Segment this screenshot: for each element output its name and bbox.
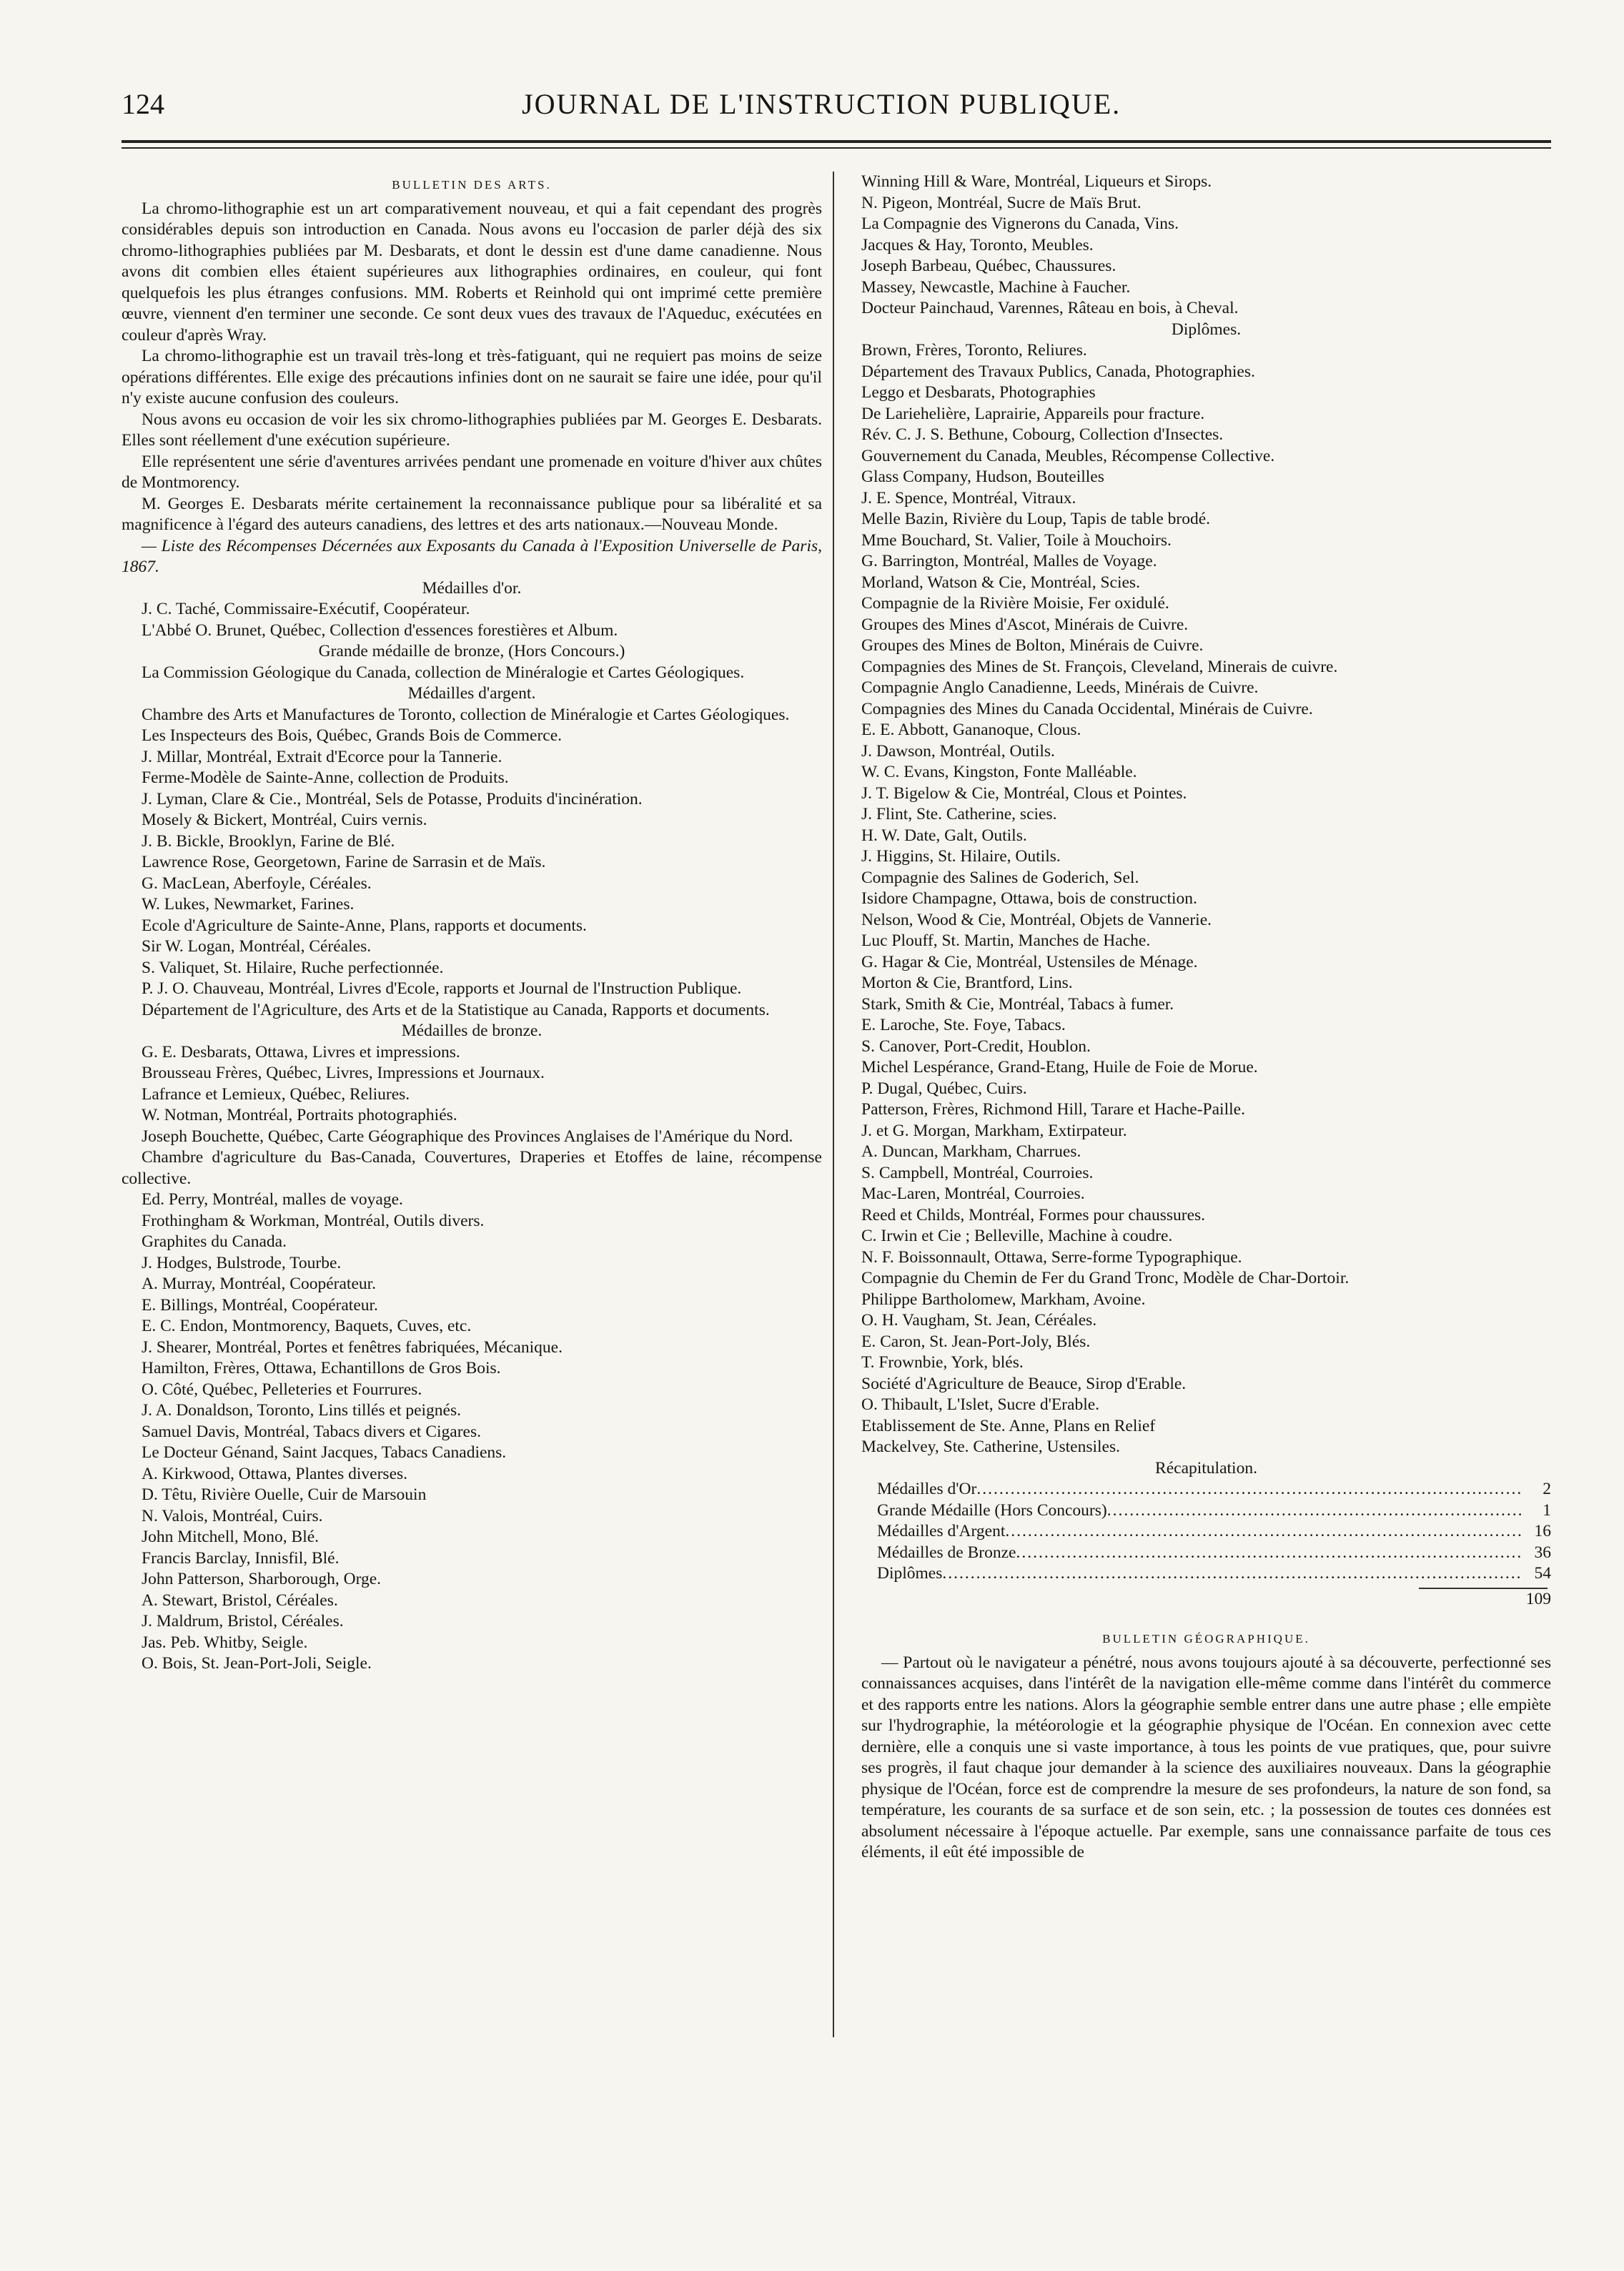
arts-section-title: BULLETIN DES ARTS. (392, 178, 552, 192)
arts-paragraph: M. Georges E. Desbarats mérite certainement la reconnaissance publique pour sa libéralité et sa magnificence à l'égard des auteurs canadiens, des lettres et des arts nationaux.—Nouveau Monde. (122, 494, 822, 534)
award-entry: Le Docteur Génand, Saint Jacques, Tabacs Canadiens. (142, 1443, 507, 1462)
diploma-entry: Compagnie de la Rivière Moisie, Fer oxidulé. (861, 594, 1169, 613)
recap-leader-dots (942, 1563, 1522, 1585)
diploma-entry: Isidore Champagne, Ottawa, bois de construction. (861, 889, 1197, 908)
bronze-continued-list (861, 172, 1551, 320)
bronze-heading: Médailles de bronze. (401, 1021, 543, 1040)
recap-value: 1 (1543, 1500, 1551, 1520)
diploma-entry: Michel Lespérance, Grand-Etang, Huile de Foie de Morue. (861, 1058, 1258, 1077)
recap-value: 2 (1543, 1480, 1551, 1498)
diploma-entry: C. Irwin et Cie ; Belleville, Machine à coudre. (861, 1227, 1173, 1245)
diploma-entry: Compagnies des Mines du Canada Occidental, Minérais de Cuivre. (861, 699, 1313, 718)
diploma-entry: Compagnies des Mines de St. François, Cleveland, Minerais de cuivre. (861, 657, 1338, 676)
diploma-entry: G. Hagar & Cie, Montréal, Ustensiles de Ménage. (861, 952, 1198, 971)
award-entry: Jacques & Hay, Toronto, Meubles. (861, 235, 1094, 254)
recap-row (861, 1543, 1551, 1564)
diploma-entry: O. H. Vaugham, St. Jean, Céréales. (861, 1311, 1097, 1330)
diploma-entry: Mac-Laren, Montréal, Courroies. (861, 1184, 1085, 1203)
award-entry: Joseph Barbeau, Québec, Chaussures. (861, 257, 1116, 275)
award-entry: J. Hodges, Bulstrode, Tourbe. (142, 1253, 342, 1272)
award-entry: J. Lyman, Clare & Cie., Montréal, Sels de Potasse, Produits d'incinération. (142, 789, 643, 808)
recap-value: 54 (1534, 1564, 1551, 1583)
award-entry: John Patterson, Sharborough, Orge. (142, 1570, 382, 1588)
award-entry: L'Abbé O. Brunet, Québec, Collection d'essences forestières et Album. (142, 620, 618, 640)
award-entry: La Commission Géologique du Canada, collection de Minéralogie et Cartes Géologiques. (142, 663, 745, 682)
journal-title: JOURNAL DE L'INSTRUCTION PUBLIQUE. (522, 88, 1122, 120)
award-entry: A. Murray, Montréal, Coopérateur. (142, 1275, 377, 1293)
diploma-entry: Morton & Cie, Brantford, Lins. (861, 974, 1073, 992)
diploma-entry: Compagnie Anglo Canadienne, Leeds, Minérais de Cuivre. (861, 678, 1259, 697)
diploma-entry: J. E. Spence, Montréal, Vitraux. (861, 488, 1076, 508)
award-entry: G. MacLean, Aberfoyle, Céréales. (142, 874, 372, 893)
award-entry: N. Valois, Montréal, Cuirs. (142, 1506, 323, 1525)
arts-paragraph: La chromo-lithographie est un travail très-long et très-fatiguant, qui ne requiert pas moins de seize opérations différentes. Elle exige des précautions infinies dont on ne saurait se faire une idée, pour qu'il n'y existe aucune confusion des couleurs. (122, 347, 822, 407)
award-entry: D. Têtu, Rivière Ouelle, Cuir de Marsouin (142, 1485, 427, 1504)
recap-label: Médailles d'Or (877, 1480, 977, 1498)
diploma-entry: J. et G. Morgan, Markham, Extirpateur. (861, 1121, 1127, 1140)
award-entry: G. E. Desbarats, Ottawa, Livres et impressions. (142, 1042, 460, 1062)
diploma-entry: Compagnie des Salines de Goderich, Sel. (861, 868, 1139, 887)
recap-label: Médailles de Bronze (877, 1543, 1016, 1562)
diploma-entry: P. Dugal, Québec, Cuirs. (861, 1079, 1027, 1098)
diploma-entry: S. Campbell, Montréal, Courroies. (861, 1163, 1094, 1182)
diploma-entry: J. Flint, Ste. Catherine, scies. (861, 805, 1057, 823)
diploma-entry: Philippe Bartholomew, Markham, Avoine. (861, 1290, 1146, 1309)
diploma-entry: Rév. C. J. S. Bethune, Cobourg, Collection d'Insectes. (861, 425, 1224, 444)
diploma-entry: Société d'Agriculture de Beauce, Sirop d'Erable. (861, 1374, 1187, 1393)
diploma-entry: Etablissement de Ste. Anne, Plans en Relief (861, 1416, 1156, 1435)
award-entry: A. Kirkwood, Ottawa, Plantes diverses. (142, 1464, 408, 1483)
recap-label: Médailles d'Argent (877, 1522, 1006, 1540)
recap-label: Grande Médaille (Hors Concours) (877, 1500, 1107, 1520)
recap-row (861, 1500, 1551, 1522)
diplomes-list (861, 340, 1551, 1458)
recap-leader-dots (1016, 1543, 1522, 1564)
award-entry: Massey, Newcastle, Machine à Faucher. (861, 277, 1131, 297)
diploma-entry: J. T. Bigelow & Cie, Montréal, Clous et Pointes. (861, 783, 1187, 803)
award-entry: Sir W. Logan, Montréal, Céréales. (142, 937, 372, 956)
diploma-entry: Nelson, Wood & Cie, Montréal, Objets de Vannerie. (861, 910, 1212, 929)
award-entry: J. C. Taché, Commissaire-Exécutif, Coopérateur. (142, 600, 470, 618)
diploma-entry: Melle Bazin, Rivière du Loup, Tapis de table brodé. (861, 510, 1211, 528)
award-entry: Samuel Davis, Montréal, Tabacs divers et Cigares. (142, 1422, 481, 1441)
recap-value: 16 (1534, 1522, 1551, 1540)
award-entry: E. Billings, Montréal, Coopérateur. (142, 1295, 378, 1315)
diploma-entry: J. Dawson, Montréal, Outils. (861, 741, 1055, 761)
award-entry: Mosely & Bickert, Montréal, Cuirs vernis. (142, 811, 427, 829)
diploma-entry: W. C. Evans, Kingston, Fonte Malléable. (861, 763, 1137, 781)
diploma-entry: G. Barrington, Montréal, Malles de Voyage. (861, 552, 1157, 570)
award-entry: J. Millar, Montréal, Extrait d'Ecorce pour la Tannerie. (142, 747, 502, 766)
award-entry: J. Shearer, Montréal, Portes et fenêtres fabriquées, Mécanique. (142, 1337, 563, 1357)
award-entry: E. C. Endon, Montmorency, Baquets, Cuves, etc. (142, 1317, 472, 1335)
header-rule-thin (122, 147, 1551, 149)
recap-list (861, 1479, 1551, 1585)
recap-leader-dots (1005, 1521, 1522, 1543)
right-column (861, 172, 1551, 1864)
diploma-entry: E. Caron, St. Jean-Port-Joly, Blés. (861, 1332, 1091, 1351)
award-entry: Francis Barclay, Innisfil, Blé. (142, 1548, 340, 1568)
diploma-entry: T. Frownbie, York, blés. (861, 1353, 1024, 1372)
column-divider (833, 172, 834, 2037)
recap-row (861, 1479, 1551, 1500)
award-entry: Ecole d'Agriculture de Sainte-Anne, Plans, rapports et documents. (142, 916, 587, 935)
award-entry: Chambre des Arts et Manufactures de Toronto, collection de Minéralogie et Cartes Géologiques. (142, 705, 790, 724)
diploma-entry: Mme Bouchard, St. Valier, Toile à Mouchoirs. (861, 530, 1172, 550)
award-entry: Ed. Perry, Montréal, malles de voyage. (142, 1190, 403, 1209)
award-entry: W. Lukes, Newmarket, Farines. (142, 895, 355, 914)
page-number: 124 (122, 88, 164, 120)
diploma-entry: Compagnie du Chemin de Fer du Grand Tronc, Modèle de Char-Dortoir. (861, 1269, 1350, 1287)
diploma-entry: H. W. Date, Galt, Outils. (861, 826, 1027, 845)
awards-list-title: — Liste des Récompenses Décernées aux Exposants du Canada à l'Exposition Universelle de Paris, 1867. (122, 536, 822, 576)
arts-paragraphs (122, 199, 822, 536)
diploma-entry: Groupes des Mines de Bolton, Minérais de Cuivre. (861, 636, 1204, 655)
diploma-entry: De Lariehelière, Laprairie, Appareils pour fracture. (861, 404, 1205, 423)
gold-list (122, 599, 822, 641)
award-entry: Jas. Peb. Whitby, Seigle. (142, 1633, 308, 1652)
recap-total: 109 (1525, 1589, 1551, 1608)
award-entry: S. Valiquet, St. Hilaire, Ruche perfectionnée. (142, 958, 444, 977)
recap-value: 36 (1534, 1543, 1551, 1562)
diploma-entry: S. Canover, Port-Credit, Houblon. (861, 1036, 1091, 1056)
award-entry: J. Maldrum, Bristol, Céréales. (142, 1612, 344, 1631)
award-entry: P. J. O. Chauveau, Montréal, Livres d'Ecole, rapports et Journal de l'Instruction Publique. (142, 979, 742, 998)
diploma-entry: O. Thibault, L'Islet, Sucre d'Erable. (861, 1395, 1100, 1414)
award-entry: N. Pigeon, Montréal, Sucre de Maïs Brut. (861, 193, 1142, 212)
award-entry: Lafrance et Lemieux, Québec, Reliures. (142, 1084, 410, 1104)
diploma-entry: E. Laroche, Ste. Foye, Tabacs. (861, 1016, 1066, 1034)
diploma-entry: Glass Company, Hudson, Bouteilles (861, 467, 1104, 486)
header-rule-thick (122, 140, 1551, 143)
diplomes-heading: Diplômes. (1171, 320, 1242, 339)
left-column (122, 172, 822, 1675)
award-entry: J. B. Bickle, Brooklyn, Farine de Blé. (142, 831, 395, 851)
diploma-entry: Morland, Watson & Cie, Montréal, Scies. (861, 573, 1140, 592)
award-entry: Lawrence Rose, Georgetown, Farine de Sarrasin et de Maïs. (142, 853, 546, 871)
recap-leader-dots (976, 1479, 1522, 1500)
award-entry: O. Bois, St. Jean-Port-Joli, Seigle. (142, 1654, 372, 1673)
page-header (122, 87, 1551, 130)
award-entry: Graphites du Canada. (142, 1232, 287, 1251)
silver-list (122, 705, 822, 1021)
diploma-entry: Reed et Childs, Montréal, Formes pour chaussures. (861, 1205, 1206, 1224)
award-entry: La Compagnie des Vignerons du Canada, Vins. (861, 214, 1179, 233)
recap-heading: Récapitulation. (1155, 1458, 1257, 1478)
award-entry: J. A. Donaldson, Toronto, Lins tillés et peignés. (142, 1401, 462, 1420)
geo-paragraph: — Partout où le navigateur a pénétré, nous avons toujours ajouté à sa découverte, perfectionné ses connaissances acquises, dans l'intérêt de la navigation elle-même comme dans l'intérêt du commerce et des rapports entre les nations. Alors la géographie semble entrer dans une autre phase ; elle empiète sur l'hydrographie, la météorologie et la géographie physique de l'Océan. En connexion avec cette dernière, elle a conquis une si vaste importance, à tous les points de vue pratiques, que, pour suivre ses progrès, il faut chaque jour demander à la science des auxiliaires nouveaux. Dans la géographie physique de l'Océan, force est de comprendre la mesure de ses profondeurs, la nature de son fond, sa température, les courants de sa surface et de son sein, etc. ; la possession de toutes ces données est absolument nécessaire à l'époque actuelle. Par exemple, sans une connaissance parfaite de tous ces éléments, il eût été impossible de (861, 1653, 1551, 1861)
award-entry: Docteur Painchaud, Varennes, Râteau en bois, à Cheval. (861, 299, 1239, 317)
award-entry: Département de l'Agriculture, des Arts et de la Statistique au Canada, Rapports et documents. (142, 1000, 770, 1019)
grand-list (122, 663, 822, 684)
silver-heading: Médailles d'argent. (407, 684, 536, 703)
diploma-entry: Patterson, Frères, Richmond Hill, Tarare et Hache-Paille. (861, 1100, 1245, 1119)
award-entry: W. Notman, Montréal, Portraits photographiés. (142, 1106, 457, 1124)
diploma-entry: Groupes des Mines d'Ascot, Minérais de Cuivre. (861, 615, 1189, 634)
award-entry: Chambre d'agriculture du Bas-Canada, Couvertures, Draperies et Etoffes de laine, récompense collective. (122, 1148, 822, 1188)
award-entry: Frothingham & Workman, Montréal, Outils divers. (142, 1211, 485, 1230)
diploma-entry: E. E. Abbott, Gananoque, Clous. (861, 721, 1081, 739)
award-entry: Brousseau Frères, Québec, Livres, Impressions et Journaux. (142, 1064, 545, 1082)
diploma-entry: A. Duncan, Markham, Charrues. (861, 1142, 1081, 1161)
arts-paragraph: La chromo-lithographie est un art comparativement nouveau, et qui a fait cependant des progrès considérables depuis son introduction en Canada. Nous avons eu l'occasion de parler déjà des six chromo-lithographies publiées par M. Desbarats, et dont le dessin est d'une dame canadienne. Nous avons dit combien elles étaient supérieures aux lithographies ordinaires, en couleur, qui font quelquefois les plus étranges confusions. MM. Roberts et Reinhold qui ont imprimé cette première œuvre, viennent d'en terminer une seconde. Ce sont deux vues des travaux de l'Aqueduc, exécutées en couleur d'après Wray. (122, 199, 822, 345)
gold-heading: Médailles d'or. (422, 578, 522, 598)
award-entry: Joseph Bouchette, Québec, Carte Géographique des Provinces Anglaises de l'Amérique du Nord. (142, 1127, 793, 1146)
grand-bronze-heading: Grande médaille de bronze, (Hors Concours.) (318, 642, 625, 660)
diploma-entry: Département des Travaux Publics, Canada, Photographies. (861, 362, 1255, 381)
bronze-list (122, 1042, 822, 1675)
diploma-entry: Brown, Frères, Toronto, Reliures. (861, 341, 1087, 360)
arts-paragraph: Elle représentent une série d'aventures arrivées pendant une promenade en voiture d'hiver aux chûtes de Montmorency. (122, 452, 822, 492)
diploma-entry: Gouvernement du Canada, Meubles, Récompense Collective. (861, 446, 1275, 465)
geo-section-title: BULLETIN GÉOGRAPHIQUE. (1102, 1632, 1310, 1646)
diploma-entry: Leggo et Desbarats, Photographies (861, 383, 1096, 402)
diploma-entry: Luc Plouff, St. Martin, Manches de Hache. (861, 931, 1151, 950)
award-entry: John Mitchell, Mono, Blé. (142, 1528, 320, 1546)
award-entry: Les Inspecteurs des Bois, Québec, Grands Bois de Commerce. (142, 726, 563, 745)
award-entry: Winning Hill & Ware, Montréal, Liqueurs et Sirops. (861, 172, 1212, 191)
arts-paragraph: Nous avons eu occasion de voir les six chromo-lithographies publiées par M. Georges E. Desbarats. Elles sont réellement d'une exécution supérieure. (122, 410, 822, 450)
diploma-entry: J. Higgins, St. Hilaire, Outils. (861, 847, 1061, 866)
award-entry: Ferme-Modèle de Sainte-Anne, collection de Produits. (142, 768, 509, 787)
award-entry: A. Stewart, Bristol, Céréales. (142, 1590, 338, 1610)
diploma-entry: N. F. Boissonnault, Ottawa, Serre-forme Typographique. (861, 1247, 1242, 1267)
recap-row (861, 1521, 1551, 1543)
recap-row (861, 1563, 1551, 1585)
award-entry: Hamilton, Frères, Ottawa, Echantillons de Gros Bois. (142, 1359, 501, 1377)
recap-label: Diplômes (877, 1564, 943, 1583)
diploma-entry: Stark, Smith & Cie, Montréal, Tabacs à fumer. (861, 994, 1174, 1014)
award-entry: O. Côté, Québec, Pelleteries et Fourrures. (142, 1380, 422, 1399)
recap-leader-dots (1107, 1500, 1522, 1522)
diploma-entry: Mackelvey, Ste. Catherine, Ustensiles. (861, 1438, 1120, 1456)
